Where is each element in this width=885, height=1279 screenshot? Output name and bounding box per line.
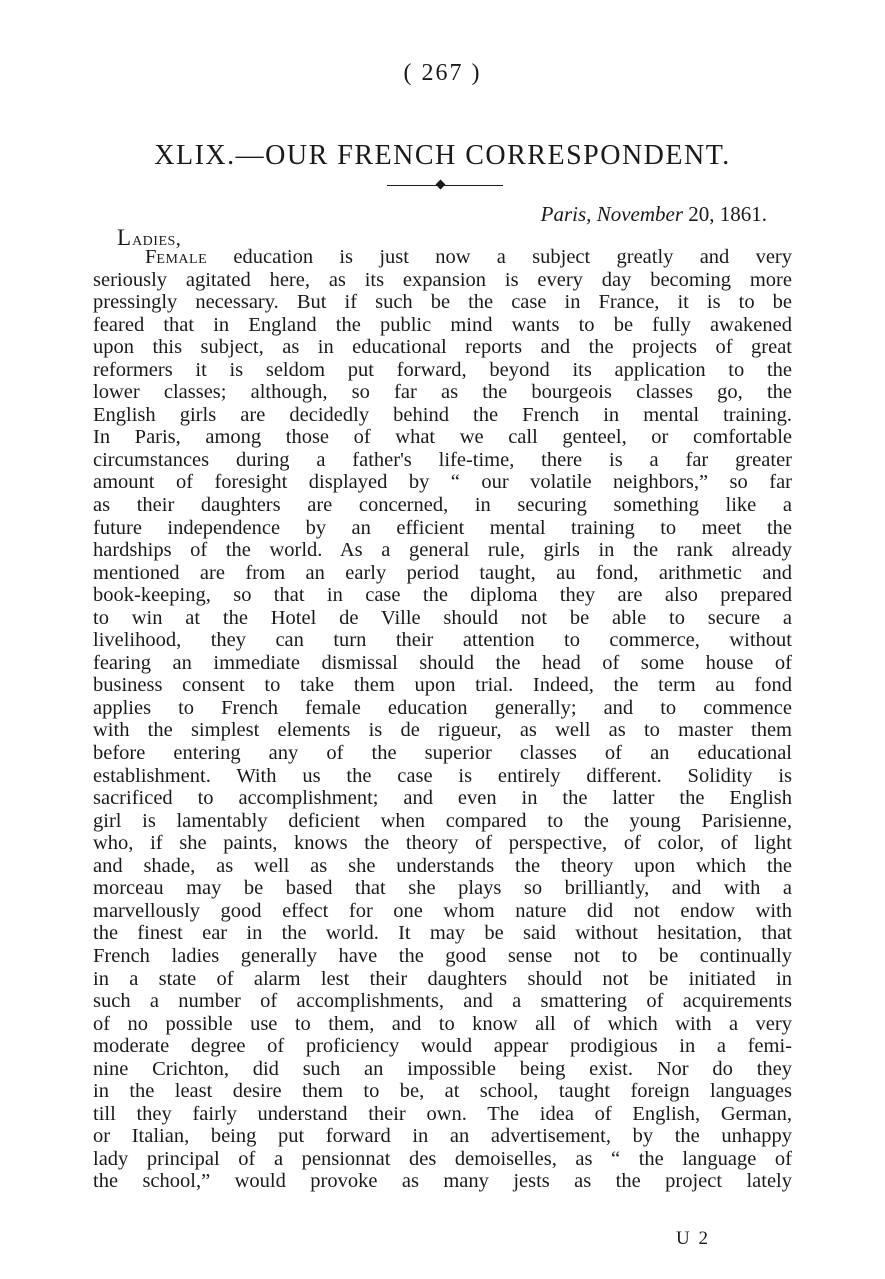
text-line: in the least desire them to be, at school, taught foreign languages xyxy=(93,1080,792,1103)
rule-ornament-icon xyxy=(436,180,446,190)
text-line: future independence by an efficient mental training to meet the xyxy=(93,516,792,539)
text-line: upon this subject, as in educational reports and the projects of great xyxy=(93,336,792,359)
text-line: establishment. With us the case is entirely different. Solidity is xyxy=(93,764,792,787)
text-line: lower classes; although, so far as the bourgeois classes go, the xyxy=(93,381,792,404)
text-line: with the simplest elements is de rigueur, as well as to master them xyxy=(93,719,792,742)
dateline-place: Paris, xyxy=(540,202,592,226)
text-line: who, if she paints, knows the theory of perspective, of color, of light xyxy=(93,832,792,855)
text-line: pressingly necessary. But if such be the case in France, it is to be xyxy=(93,291,792,314)
salutation-initial: L xyxy=(117,225,133,250)
first-word-initial: F xyxy=(145,246,157,268)
text-line: before entering any of the superior classes of an educational xyxy=(93,742,792,765)
article-title: XLIX.—OUR FRENCH CORRESPONDENT. xyxy=(154,140,731,171)
salutation-rest: adies, xyxy=(132,228,182,250)
text-line: amount of foresight displayed by “ our volatile neighbors,” so far xyxy=(93,471,792,494)
text-line: hardships of the world. As a general rule, girls in the rank already xyxy=(93,539,792,562)
text-line: French ladies generally have the good sense not to be continually xyxy=(93,944,792,967)
text-line: marvellously good effect for one whom nature did not endow with xyxy=(93,899,792,922)
text-line: English girls are decidedly behind the French in mental training. xyxy=(93,403,792,426)
text-line: lady principal of a pensionnat des demoiselles, as “ the language of xyxy=(93,1147,792,1170)
text-line: till they fairly understand their own. The idea of English, German, xyxy=(93,1102,792,1125)
text-line: moderate degree of proficiency would appear prodigious in a femi- xyxy=(93,1035,792,1058)
text-line: In Paris, among those of what we call genteel, or comfortable xyxy=(93,426,792,449)
text-line: as their daughters are concerned, in securing something like a xyxy=(93,494,792,517)
first-line-rest: education is just now a subject greatly and very xyxy=(207,246,792,268)
dateline-date: 20, 1861. xyxy=(688,202,767,226)
text-line: book-keeping, so that in case the diploma they are also prepared xyxy=(93,584,792,607)
text-line: of no possible use to them, and to know all of which with a very xyxy=(93,1012,792,1035)
text-line: morceau may be based that she plays so brilliantly, and with a xyxy=(93,877,792,900)
text-line: and shade, as well as she understands the theory upon which the xyxy=(93,854,792,877)
text-line: seriously agitated here, as its expansion is every day becoming more xyxy=(93,268,792,291)
text-line: in a state of alarm lest their daughters should not be initiated in xyxy=(93,967,792,990)
title-rule xyxy=(387,185,503,186)
text-line: or Italian, being put forward in an advertisement, by the unhappy xyxy=(93,1125,792,1148)
text-line: fearing an immediate dismissal should the head of some house of xyxy=(93,651,792,674)
text-line: girl is lamentably deficient when compared to the young Parisienne, xyxy=(93,809,792,832)
text-line: feared that in England the public mind wants to be fully awakened xyxy=(93,313,792,336)
text-line: to win at the Hotel de Ville should not be able to secure a xyxy=(93,606,792,629)
body-text xyxy=(93,246,792,1193)
text-line: mentioned are from an early period taught, au fond, arithmetic and xyxy=(93,561,792,584)
signature-mark: U 2 xyxy=(676,1228,710,1249)
text-line: business consent to take them upon trial. Indeed, the term au fond xyxy=(93,674,792,697)
first-word-rest: emale xyxy=(156,246,208,268)
text-line: reformers it is seldom put forward, beyond its application to the xyxy=(93,358,792,381)
page-number: ( 267 ) xyxy=(403,60,482,86)
dateline xyxy=(541,202,767,227)
text-line: such a number of accomplishments, and a smattering of acquirements xyxy=(93,990,792,1013)
text-line: sacrificed to accomplishment; and even in the latter the English xyxy=(93,787,792,810)
text-line: livelihood, they can turn their attention to commerce, without xyxy=(93,629,792,652)
text-line: circumstances during a father's life-time, there is a far greater xyxy=(93,448,792,471)
text-line: the school,” would provoke as many jests as the project lately xyxy=(93,1170,792,1193)
text-line: nine Crichton, did such an impossible being exist. Nor do they xyxy=(93,1057,792,1080)
text-line xyxy=(93,246,792,269)
text-line: the finest ear in the world. It may be said without hesitation, that xyxy=(93,922,792,945)
text-line: applies to French female education generally; and to commence xyxy=(93,696,792,719)
dateline-month: November xyxy=(596,202,683,226)
